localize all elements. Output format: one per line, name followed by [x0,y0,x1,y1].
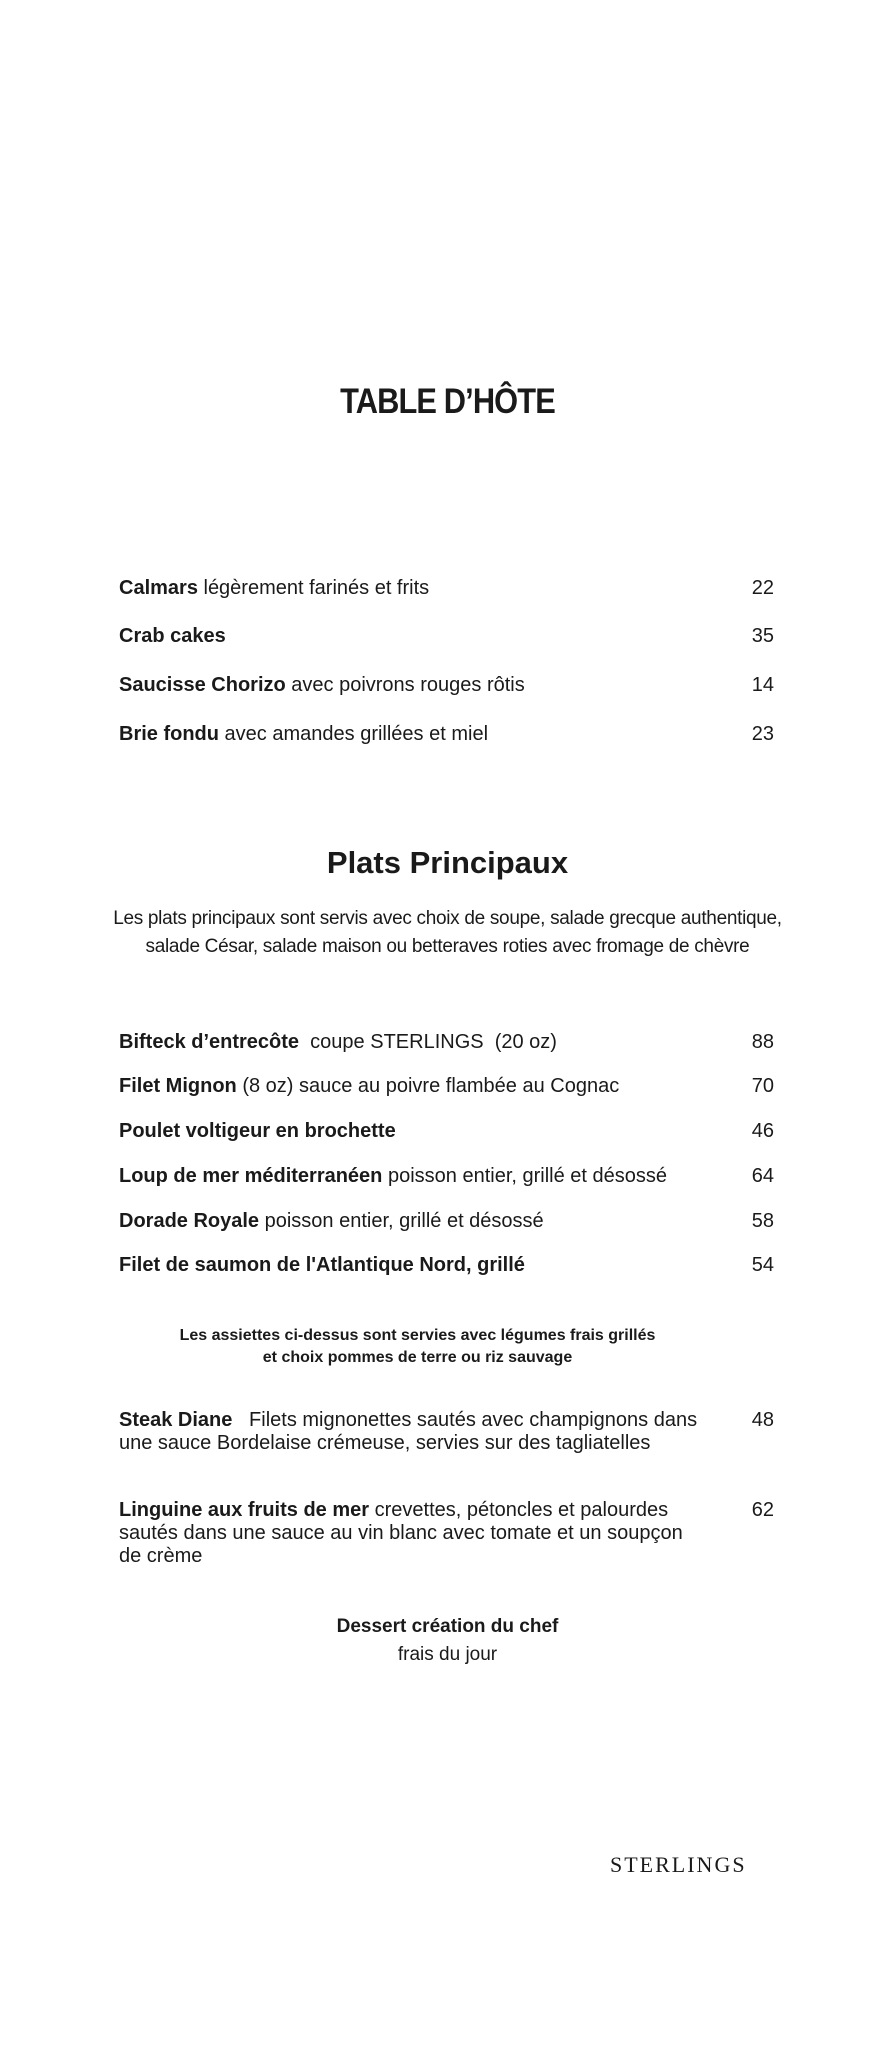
item-price: 35 [751,625,774,647]
menu-item-bifteck [119,1030,774,1054]
menu-item-poulet-voltigeur [119,1119,774,1143]
mains-intro-line: Les plats principaux sont servis avec choix de soupe, salade grecque authentique, [113,908,782,929]
item-name: Filet de saumon de l'Atlantique Nord, grillé [119,1254,525,1276]
item-price: 88 [751,1031,774,1053]
item-description: avec amandes grillées et miel [219,723,489,745]
dessert-subtitle: frais du jour [397,1644,498,1665]
sides-note-line: et choix pommes de terre ou riz sauvage [262,1349,573,1366]
item-description: poisson entier, grillé et désossé [259,1210,544,1232]
menu-item-dorade-royale [119,1209,774,1233]
brand-logo: STERLINGS [610,1852,747,1877]
mains-intro-line: salade César, salade maison ou betteraves roties avec fromage de chèvre [145,936,750,957]
item-price: 46 [751,1120,774,1142]
sides-note [100,1325,735,1369]
item-price: 70 [751,1075,774,1097]
item-price: 58 [751,1210,774,1232]
item-description: (8 oz) sauce au poivre flambée au Cognac [236,1075,620,1097]
item-name: Brie fondu [119,723,219,745]
item-price: 54 [751,1254,774,1276]
item-description: Filets mignonettes sautés avec champignons dans une sauce Bordelaise crémeuse, servies sur des tagliatelles [119,1409,703,1454]
item-price: 64 [751,1165,774,1187]
item-name: Steak Diane [119,1409,233,1431]
section-title-plats-principaux: Plats Principaux [326,845,569,880]
menu-item-saumon [119,1253,774,1277]
item-price: 48 [751,1409,774,1431]
menu-item-steak-diane [119,1409,774,1455]
item-name: Linguine aux fruits de mer [119,1499,370,1521]
item-description: avec poivrons rouges rôtis [285,674,525,696]
item-name: Saucisse Chorizo [119,674,286,696]
mains-intro [60,905,835,961]
item-description: crevettes, pétoncles et palourdes sautés dans une sauce au vin blanc avec tomate et un soupçon de crème [119,1499,683,1567]
item-price: 23 [751,723,774,745]
item-price: 62 [751,1499,774,1521]
item-name: Dorade Royale [119,1210,260,1232]
menu-item-saucisse-chorizo [119,673,774,697]
menu-item-crab-cakes [119,624,774,648]
item-description: poisson entier, grillé et désossé [382,1165,668,1187]
item-price: 22 [751,577,774,599]
menu-item-loup-de-mer [119,1164,774,1188]
item-name: Poulet voltigeur en brochette [119,1120,396,1142]
menu-item-brie-fondu [119,722,774,746]
dessert-title: Dessert création du chef [336,1616,559,1637]
item-price: 14 [751,674,774,696]
dessert-block [0,1613,895,1669]
menu-item-filet-mignon [119,1074,774,1098]
item-name: Crab cakes [119,625,226,647]
item-name: Bifteck d’entrecôte [119,1031,300,1053]
item-description: légèrement farinés et frits [197,577,430,599]
item-name: Filet Mignon [119,1075,237,1097]
menu-item-calmars [119,576,774,600]
item-name: Calmars [119,577,198,599]
item-name: Loup de mer méditerranéen [119,1165,383,1187]
menu-item-linguine [119,1499,774,1568]
page-title: TABLE D’HÔTE [340,382,555,421]
sides-note-line: Les assiettes ci-dessus sont servies avec légumes frais grillés [179,1327,656,1344]
item-description: coupe STERLINGS (20 oz) [299,1031,557,1053]
